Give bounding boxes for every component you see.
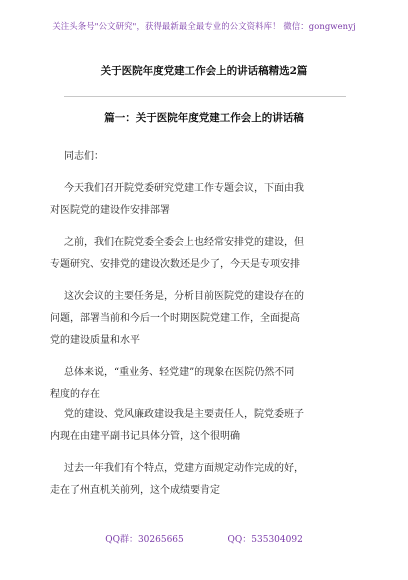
contact-footer <box>0 532 408 545</box>
paragraph-line: 今天我们召开院党委研究党建工作专题会议，下面由我 <box>64 183 304 194</box>
qq-group-label: QQ群：30265665 <box>105 535 184 545</box>
paragraph-5 <box>50 404 348 448</box>
paragraph-line: 之前，我们在院党委全委会上也经常安排党的建设，但 <box>64 237 304 248</box>
title-divider <box>64 96 346 97</box>
paragraph-line: 对医院党的建设作安排部署 <box>50 205 170 216</box>
section-title: 篇一：关于医院年度党建工作会上的讲话稿 <box>104 112 304 124</box>
paragraph-line: 总体来说，“重业务、轻党建”的现象在医院仍然不同 <box>64 367 295 378</box>
paragraph-4 <box>50 362 348 406</box>
paragraph-3 <box>50 286 348 352</box>
paragraph-line: 专题研究、安排党的建设次数还是少了，今天是专项安排 <box>50 259 300 270</box>
paragraph-line: 走在了州直机关前列，这个成绩要肯定 <box>50 485 220 496</box>
salutation-text: 同志们： <box>64 151 104 162</box>
paragraph-line: 问题，部署当前和今后一个时期医院党建工作，全面提高 <box>50 313 300 324</box>
paragraph-line: 党的建设、党风廉政建设我是主要责任人，院党委班子 <box>64 409 304 420</box>
paragraph-2 <box>50 232 348 276</box>
paragraph-1 <box>50 178 348 222</box>
paragraph-line: 程度的存在 <box>50 389 100 400</box>
paragraph-line: 内现在由建平副书记具体分管，这个很明确 <box>50 431 240 442</box>
paragraph-line: 党的建设质量和水平 <box>50 335 140 346</box>
paragraph-line: 这次会议的主要任务是，分析目前医院党的建设存在的 <box>64 291 304 302</box>
qq-number-label: QQ：535304092 <box>227 535 303 545</box>
salutation <box>64 146 348 168</box>
promo-banner: 关注头条号"公文研究"，获得最新最全最专业的公文资料库！ 微信：gongwenyj <box>52 21 356 31</box>
paragraph-line: 过去一年我们有个特点，党建方面规定动作完成的好， <box>64 463 304 474</box>
document-title: 关于医院年度党建工作会上的讲话稿精选2篇 <box>100 65 308 77</box>
paragraph-6 <box>50 458 348 502</box>
